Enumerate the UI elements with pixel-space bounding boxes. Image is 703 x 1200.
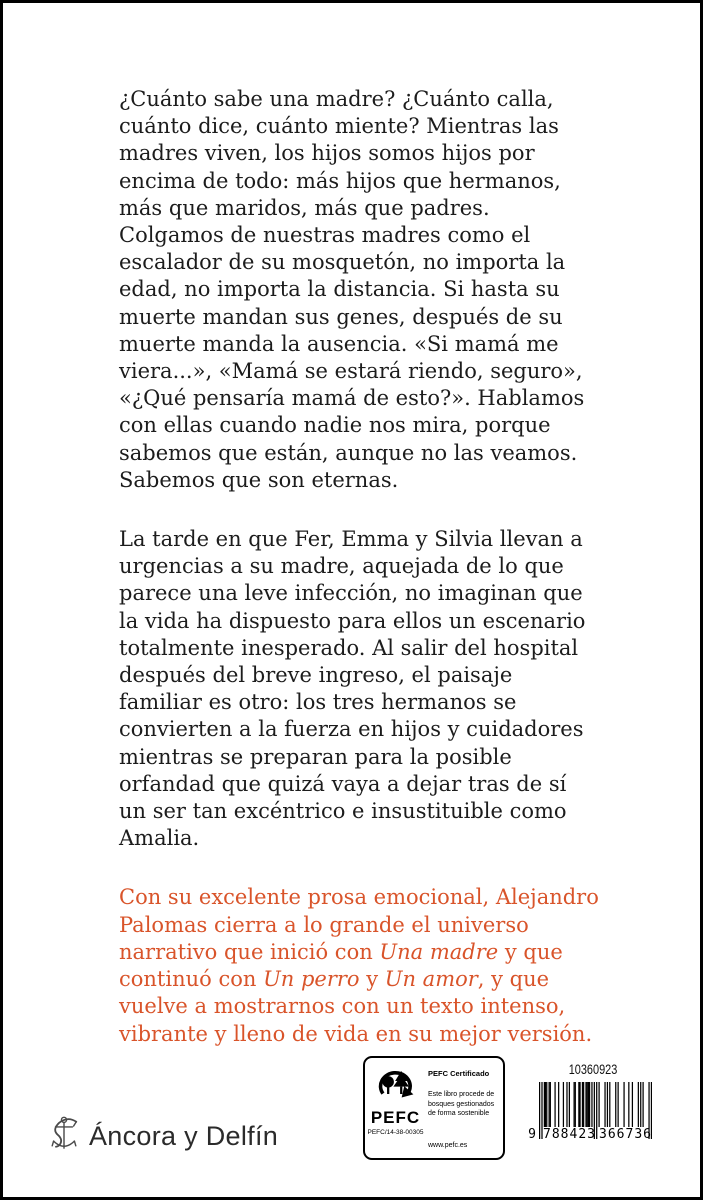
isbn-right-group: 366736	[599, 1127, 652, 1142]
blurb-text: Con su excelente prosa emocional, Alejandro Palomas cierra a lo grande el universo narrativo que inició con	[119, 885, 599, 964]
blurb-text: y que continuó con	[119, 939, 563, 992]
pefc-label-left	[365, 1058, 426, 1158]
pefc-certificate-title: PEFC Certificado	[428, 1069, 490, 1078]
pefc-website: www.pefc.es	[428, 1142, 468, 1149]
synopsis	[119, 86, 599, 1048]
isbn-left-group: 788423	[543, 1127, 596, 1142]
isbn-first-digit: 9	[528, 1127, 536, 1142]
barcode	[528, 1061, 653, 1144]
book-title-italic: Un amor	[384, 967, 478, 992]
book-title-italic: Un perro	[263, 967, 360, 992]
synopsis-paragraph-1: ¿Cuánto sabe una madre? ¿Cuánto calla, cuánto dice, cuánto miente? Mientras las madres viven, los hijos somos hijos por encima de todo: más hijos que hermanos, más que maridos, más que padres. Colgamos de nuestras madres como el escalador de su mosquetón, no importa la edad, no importa la distancia. Si hasta su muerte mandan sus genes, después de su muerte manda la ausencia. «Si mamá me viera...», «Mamá se estará riendo, seguro», «¿Qué pensaría mamá de esto?». Hablamos con ellas cuando nadie nos mira, porque sabemos que están, aunque no las veamos. Sabemos que son eternas.	[119, 87, 585, 492]
ean13-barcode	[528, 1082, 652, 1144]
publisher-blurb	[119, 884, 599, 1047]
blurb-text: y	[359, 967, 385, 992]
pefc-label-right	[426, 1058, 503, 1158]
pefc-acronym: PEFC	[370, 1108, 421, 1127]
book-title-italic: Una madre	[379, 939, 499, 964]
blurb-text: , y que vuelve a mostrarnos con un texto intenso, vibrante y lleno de vida en su mejor versión.	[119, 967, 593, 1046]
pefc-label	[363, 1056, 505, 1160]
pefc-logo-icon	[373, 1064, 419, 1109]
pefc-license-number: PEFC/14-38-00305	[367, 1129, 424, 1136]
barcode-product-number: 10360923	[568, 1061, 618, 1077]
imprint-name: Áncora y Delfín	[89, 1120, 279, 1151]
imprint	[47, 1115, 278, 1157]
anchor-dolphin-icon	[47, 1115, 81, 1157]
synopsis-paragraph-2: La tarde en que Fer, Emma y Silvia llevan a urgencias a su madre, aquejada de lo que parece una leve infección, no imaginan que la vida ha dispuesto para ellos un escenario totalmente inesperado. Al salir del hospital después del breve ingreso, el paisaje familiar es otro: los tres hermanos se convierten a la fuerza en hijos y cuidadores mientras se preparan para la posible orfandad que quizá vaya a dejar tras de sí un ser tan excéntrico e insustituible como Amalia.	[119, 527, 586, 851]
pefc-description: Este libro procede de bosques gestionados de forma sostenible	[428, 1091, 495, 1117]
